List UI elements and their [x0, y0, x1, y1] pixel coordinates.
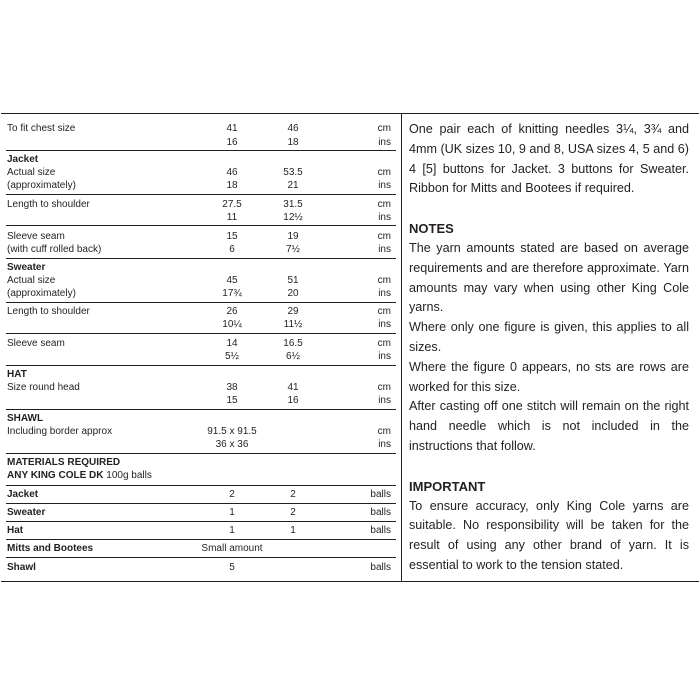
- sweater-actual-row-cm: [6, 274, 396, 287]
- value: 2: [229, 489, 235, 500]
- label: Sleeve seam: [7, 231, 65, 242]
- unit: ins: [378, 180, 391, 191]
- unit: balls: [370, 489, 391, 500]
- hat-title-row: [6, 368, 396, 381]
- unit: cm: [377, 231, 391, 242]
- label: Sleeve seam: [7, 338, 65, 349]
- material-row-content: [6, 561, 396, 574]
- notes-paragraph: Where the figure 0 appears, no sts are rows are worked for this size.: [409, 359, 689, 394]
- material-name: Hat: [7, 525, 24, 536]
- sweater-actual-section: [6, 258, 396, 303]
- sweater-length-section: [6, 302, 396, 334]
- sweater-title: Sweater: [7, 262, 46, 273]
- unit: cm: [377, 382, 391, 393]
- value: 11½: [283, 319, 303, 330]
- value: 15: [226, 395, 238, 406]
- value: 19: [287, 231, 299, 242]
- material-row: [6, 485, 396, 504]
- value: 16: [287, 395, 299, 406]
- unit: cm: [377, 426, 391, 437]
- materials-subtitle: [7, 469, 152, 482]
- hat-title: HAT: [7, 369, 27, 380]
- value: 12½: [283, 212, 303, 223]
- value: 1: [290, 525, 296, 536]
- measurements-column: [0, 114, 401, 580]
- value: 11: [226, 212, 238, 223]
- material-row: [6, 503, 396, 522]
- material-name: Jacket: [7, 489, 39, 500]
- material-row: [6, 557, 396, 577]
- material-row: [6, 539, 396, 558]
- notes-paragraph: Where only one figure is given, this applies to all sizes.: [409, 320, 689, 354]
- value: 5: [229, 562, 235, 573]
- sweater-title-row: [6, 261, 396, 274]
- value: 16.5: [283, 338, 303, 349]
- jacket-title: Jacket: [7, 154, 39, 165]
- unit: ins: [378, 319, 391, 330]
- value: 18: [226, 180, 238, 191]
- label: (approximately): [7, 288, 76, 299]
- unit: cm: [377, 123, 391, 134]
- chest-label: To fit chest size: [7, 123, 76, 134]
- unit: ins: [378, 137, 391, 148]
- materials-title-row: [6, 456, 396, 469]
- sweater-length-row-ins: [6, 318, 396, 331]
- value: 6: [229, 244, 235, 255]
- label: Length to shoulder: [7, 199, 90, 210]
- value: 18: [287, 137, 299, 148]
- unit: cm: [377, 338, 391, 349]
- value: 29: [287, 306, 299, 317]
- shawl-section: [6, 409, 396, 454]
- chest-section: [6, 116, 396, 151]
- value: 27.5: [222, 199, 242, 210]
- materials-subtitle-row: [6, 469, 396, 482]
- jacket-actual-row-cm: [6, 166, 396, 179]
- material-name: Shawl: [7, 562, 36, 573]
- jacket-sleeve-row-cm: [6, 230, 396, 243]
- value: 21: [287, 180, 299, 191]
- notes-paragraph: After casting off one stitch will remain on the right hand needle which is not included in the instructions that follow.: [409, 399, 689, 453]
- unit: ins: [378, 244, 391, 255]
- value: 36 x 36: [215, 439, 249, 450]
- value: 41: [226, 123, 238, 134]
- value: 26: [226, 306, 238, 317]
- jacket-title-row: [6, 153, 396, 166]
- value: Small amount: [201, 543, 263, 554]
- label: Including border approx: [7, 426, 113, 437]
- label: Size round head: [7, 382, 80, 393]
- label: Length to shoulder: [7, 306, 90, 317]
- value: 51: [287, 275, 299, 286]
- material-row-content: [6, 488, 396, 501]
- label: (with cuff rolled back): [7, 244, 102, 255]
- jacket-actual-row-ins: [6, 179, 396, 192]
- unit: ins: [378, 439, 391, 450]
- spacer: [409, 457, 689, 477]
- label: (approximately): [7, 180, 76, 191]
- material-row: [6, 521, 396, 540]
- sweater-length-row-cm: [6, 305, 396, 318]
- label: Actual size: [7, 275, 56, 286]
- column-divider: [401, 113, 402, 581]
- unit: cm: [377, 167, 391, 178]
- materials-title: MATERIALS REQUIRED: [7, 457, 121, 468]
- jacket-length-row-cm: [6, 198, 396, 211]
- unit: cm: [377, 199, 391, 210]
- hat-row-cm: [6, 381, 396, 394]
- important-paragraph: To ensure accuracy, only King Cole yarns are suitable. No responsibility will be taken for the result of using any other brand of yarn. It is essential to work to the tension stated.: [409, 498, 689, 572]
- value: 7½: [286, 244, 300, 255]
- chest-row-cm: [6, 122, 396, 135]
- jacket-length-row-ins: [6, 211, 396, 224]
- needles-paragraph: One pair each of knitting needles 3¼, 3¾ and 4mm (UK sizes 10, 9 and 8, USA sizes 4, 5 and 6) 4 [5] buttons for Jacket. 3 buttons for Sweater. Ribbon for Mitts and Bootees if required.: [409, 122, 689, 196]
- materials-header-section: [6, 453, 396, 486]
- value: 91.5 x 91.5: [207, 426, 257, 437]
- value: 2: [290, 489, 296, 500]
- unit: balls: [370, 562, 391, 573]
- hat-row-ins: [6, 394, 396, 407]
- unit: ins: [378, 212, 391, 223]
- unit: ins: [378, 288, 391, 299]
- jacket-sleeve-row-ins: [6, 243, 396, 256]
- unit: cm: [377, 275, 391, 286]
- sweater-sleeve-row-cm: [6, 337, 396, 350]
- sweater-sleeve-row-ins: [6, 350, 396, 363]
- unit: ins: [378, 395, 391, 406]
- value: 31.5: [283, 199, 303, 210]
- jacket-actual-section: [6, 150, 396, 195]
- value: 45: [226, 275, 238, 286]
- important-heading: IMPORTANT: [409, 478, 486, 494]
- material-row-content: [6, 524, 396, 537]
- value: 20: [287, 288, 299, 299]
- shawl-title: SHAWL: [7, 413, 44, 424]
- spacer: [409, 199, 689, 219]
- jacket-sleeve-section: [6, 225, 396, 259]
- value: 16: [226, 137, 238, 148]
- material-name: Sweater: [7, 507, 46, 518]
- material-row-content: [6, 506, 396, 519]
- value: 14: [226, 338, 238, 349]
- yarn-name: ANY KING COLE DK: [7, 470, 104, 481]
- value: 15: [226, 231, 238, 242]
- value: 2: [290, 507, 296, 518]
- material-row-content: [6, 542, 396, 555]
- value: 6½: [286, 351, 300, 362]
- material-name: Mitts and Bootees: [7, 543, 94, 554]
- value: 17¾: [222, 288, 242, 299]
- value: 41: [287, 382, 299, 393]
- ball-weight: 100g balls: [103, 470, 152, 481]
- shawl-title-row: [6, 412, 396, 425]
- unit: balls: [370, 525, 391, 536]
- value: 38: [226, 382, 238, 393]
- jacket-length-section: [6, 194, 396, 226]
- hat-section: [6, 365, 396, 410]
- unit: ins: [378, 351, 391, 362]
- unit: balls: [370, 507, 391, 518]
- unit: cm: [377, 306, 391, 317]
- notes-paragraph: The yarn amounts stated are based on average requirements and are therefore approximate. Yarn amounts may vary when using other King Cole yarns.: [409, 240, 689, 315]
- chest-row-ins: [6, 136, 396, 149]
- value: 1: [229, 525, 235, 536]
- label: Actual size: [7, 167, 56, 178]
- value: 46: [287, 123, 299, 134]
- sweater-actual-row-ins: [6, 287, 396, 300]
- instructions-column: [409, 120, 689, 576]
- shawl-row-cm: [6, 425, 396, 438]
- sweater-sleeve-section: [6, 333, 396, 366]
- value: 1: [229, 507, 235, 518]
- shawl-row-ins: [6, 438, 396, 451]
- value: 53.5: [283, 167, 303, 178]
- value: 5½: [225, 351, 239, 362]
- notes-heading: NOTES: [409, 221, 454, 237]
- value: 10¼: [222, 319, 242, 330]
- value: 46: [226, 167, 238, 178]
